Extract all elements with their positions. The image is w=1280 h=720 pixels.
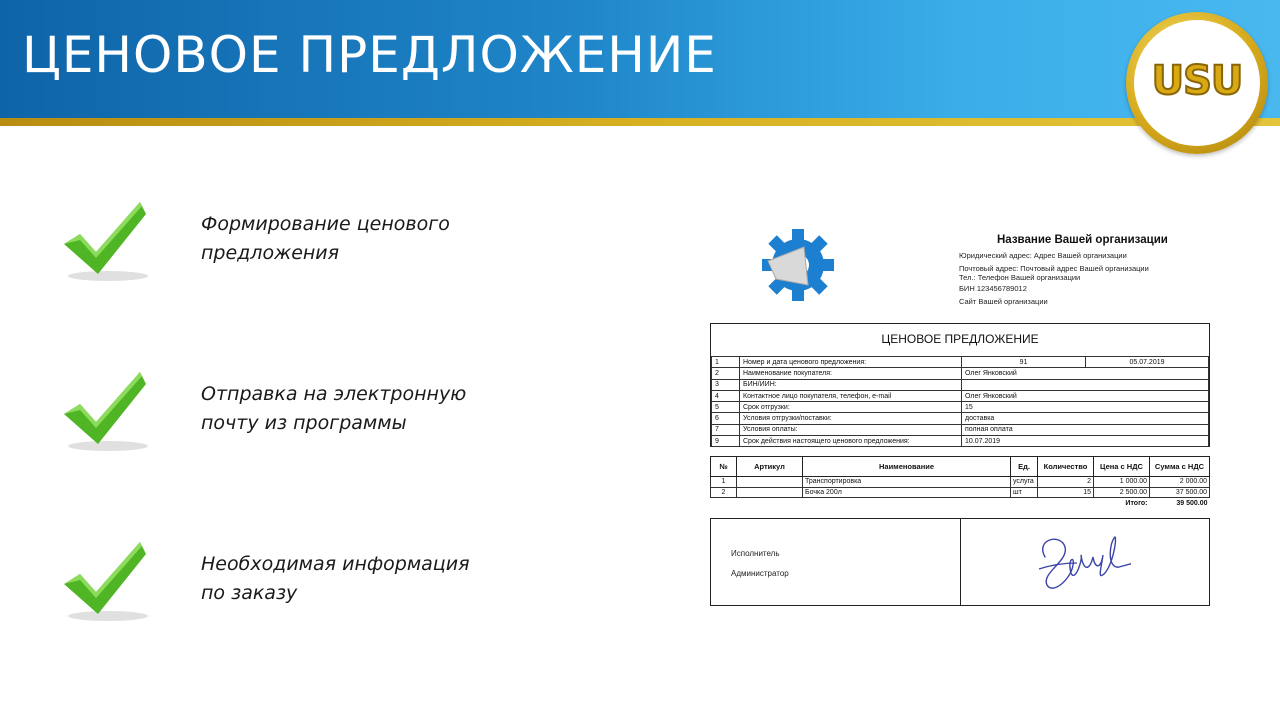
table-row: 5 Срок отгрузки: 15 [712, 402, 1209, 413]
table-row: 1 Транспортировка услуга 2 1 000.00 2 000.00 [711, 477, 1210, 488]
offer-info-box [710, 323, 1210, 447]
total-row [711, 498, 1210, 509]
feature-text-line: Необходимая информация [201, 553, 470, 575]
checkmark-icon [58, 370, 154, 454]
org-phone: Тел.: Телефон Вашей организации [959, 273, 1081, 282]
feature-text-line: Формирование ценового [201, 213, 450, 235]
org-name: Название Вашей организации [997, 234, 1168, 246]
signature-divider [960, 519, 961, 605]
org-postal-address: Почтовый адрес: Почтовый адрес Вашей организации [959, 264, 1149, 273]
checkmark-icon [58, 540, 154, 624]
table-row: 4 Контактное лицо покупателя, телефон, e-mail Олег Янковский [712, 390, 1209, 401]
feature-text-line: предложения [201, 242, 340, 264]
price-offer-document [700, 225, 1220, 615]
page-title: ЦЕНОВОЕ ПРЕДЛОЖЕНИЕ [22, 26, 717, 84]
gear-icon [758, 225, 838, 305]
feature-text-line: по заказу [201, 582, 298, 604]
table-row: 2 Бочка 200л шт 15 2 500.00 37 500.00 [711, 487, 1210, 498]
org-site: Сайт Вашей организации [959, 297, 1048, 306]
table-row: 3 БИН/ИИН: [712, 379, 1209, 390]
feature-item-1 [0, 200, 620, 290]
table-row: 7 Условия оплаты: полная оплата [712, 424, 1209, 435]
feature-item-2 [0, 370, 620, 460]
table-row: 6 Условия отгрузки/поставки: доставка [712, 413, 1209, 424]
executor-name: Администратор [731, 569, 789, 578]
feature-text-line: Отправка на электронную [201, 383, 467, 405]
total-value: 39 500.00 [1176, 499, 1208, 507]
org-legal-address: Юридический адрес: Адрес Вашей организации [959, 251, 1127, 260]
logo-text: USU [1151, 58, 1243, 104]
offer-info-table [711, 356, 1209, 447]
total-label: Итого: [1125, 499, 1148, 507]
header-gold-stripe [0, 118, 1280, 126]
items-table [710, 456, 1210, 508]
signature-icon [1031, 529, 1131, 595]
feature-text-line: почту из программы [201, 412, 407, 434]
table-row: 1 Номер и дата ценового предложения: 91 05.07.2019 [712, 357, 1209, 368]
org-bin: БИН 123456789012 [959, 284, 1027, 293]
table-row: 2 Наименование покупателя: Олег Янковский [712, 368, 1209, 379]
table-header-row: № Артикул Наименование Ед. Количество Цена с НДС Сумма с НДС [711, 457, 1210, 477]
logo-inner-circle [1134, 20, 1260, 146]
executor-label: Исполнитель [731, 549, 780, 558]
usu-logo [1126, 12, 1268, 154]
document-title: ЦЕНОВОЕ ПРЕДЛОЖЕНИЕ [881, 332, 1039, 346]
feature-item-3 [0, 540, 620, 630]
signature-box [710, 518, 1210, 606]
checkmark-icon [58, 200, 154, 284]
table-row: 9 Срок действия настоящего ценового предложения: 10.07.2019 [712, 436, 1209, 447]
